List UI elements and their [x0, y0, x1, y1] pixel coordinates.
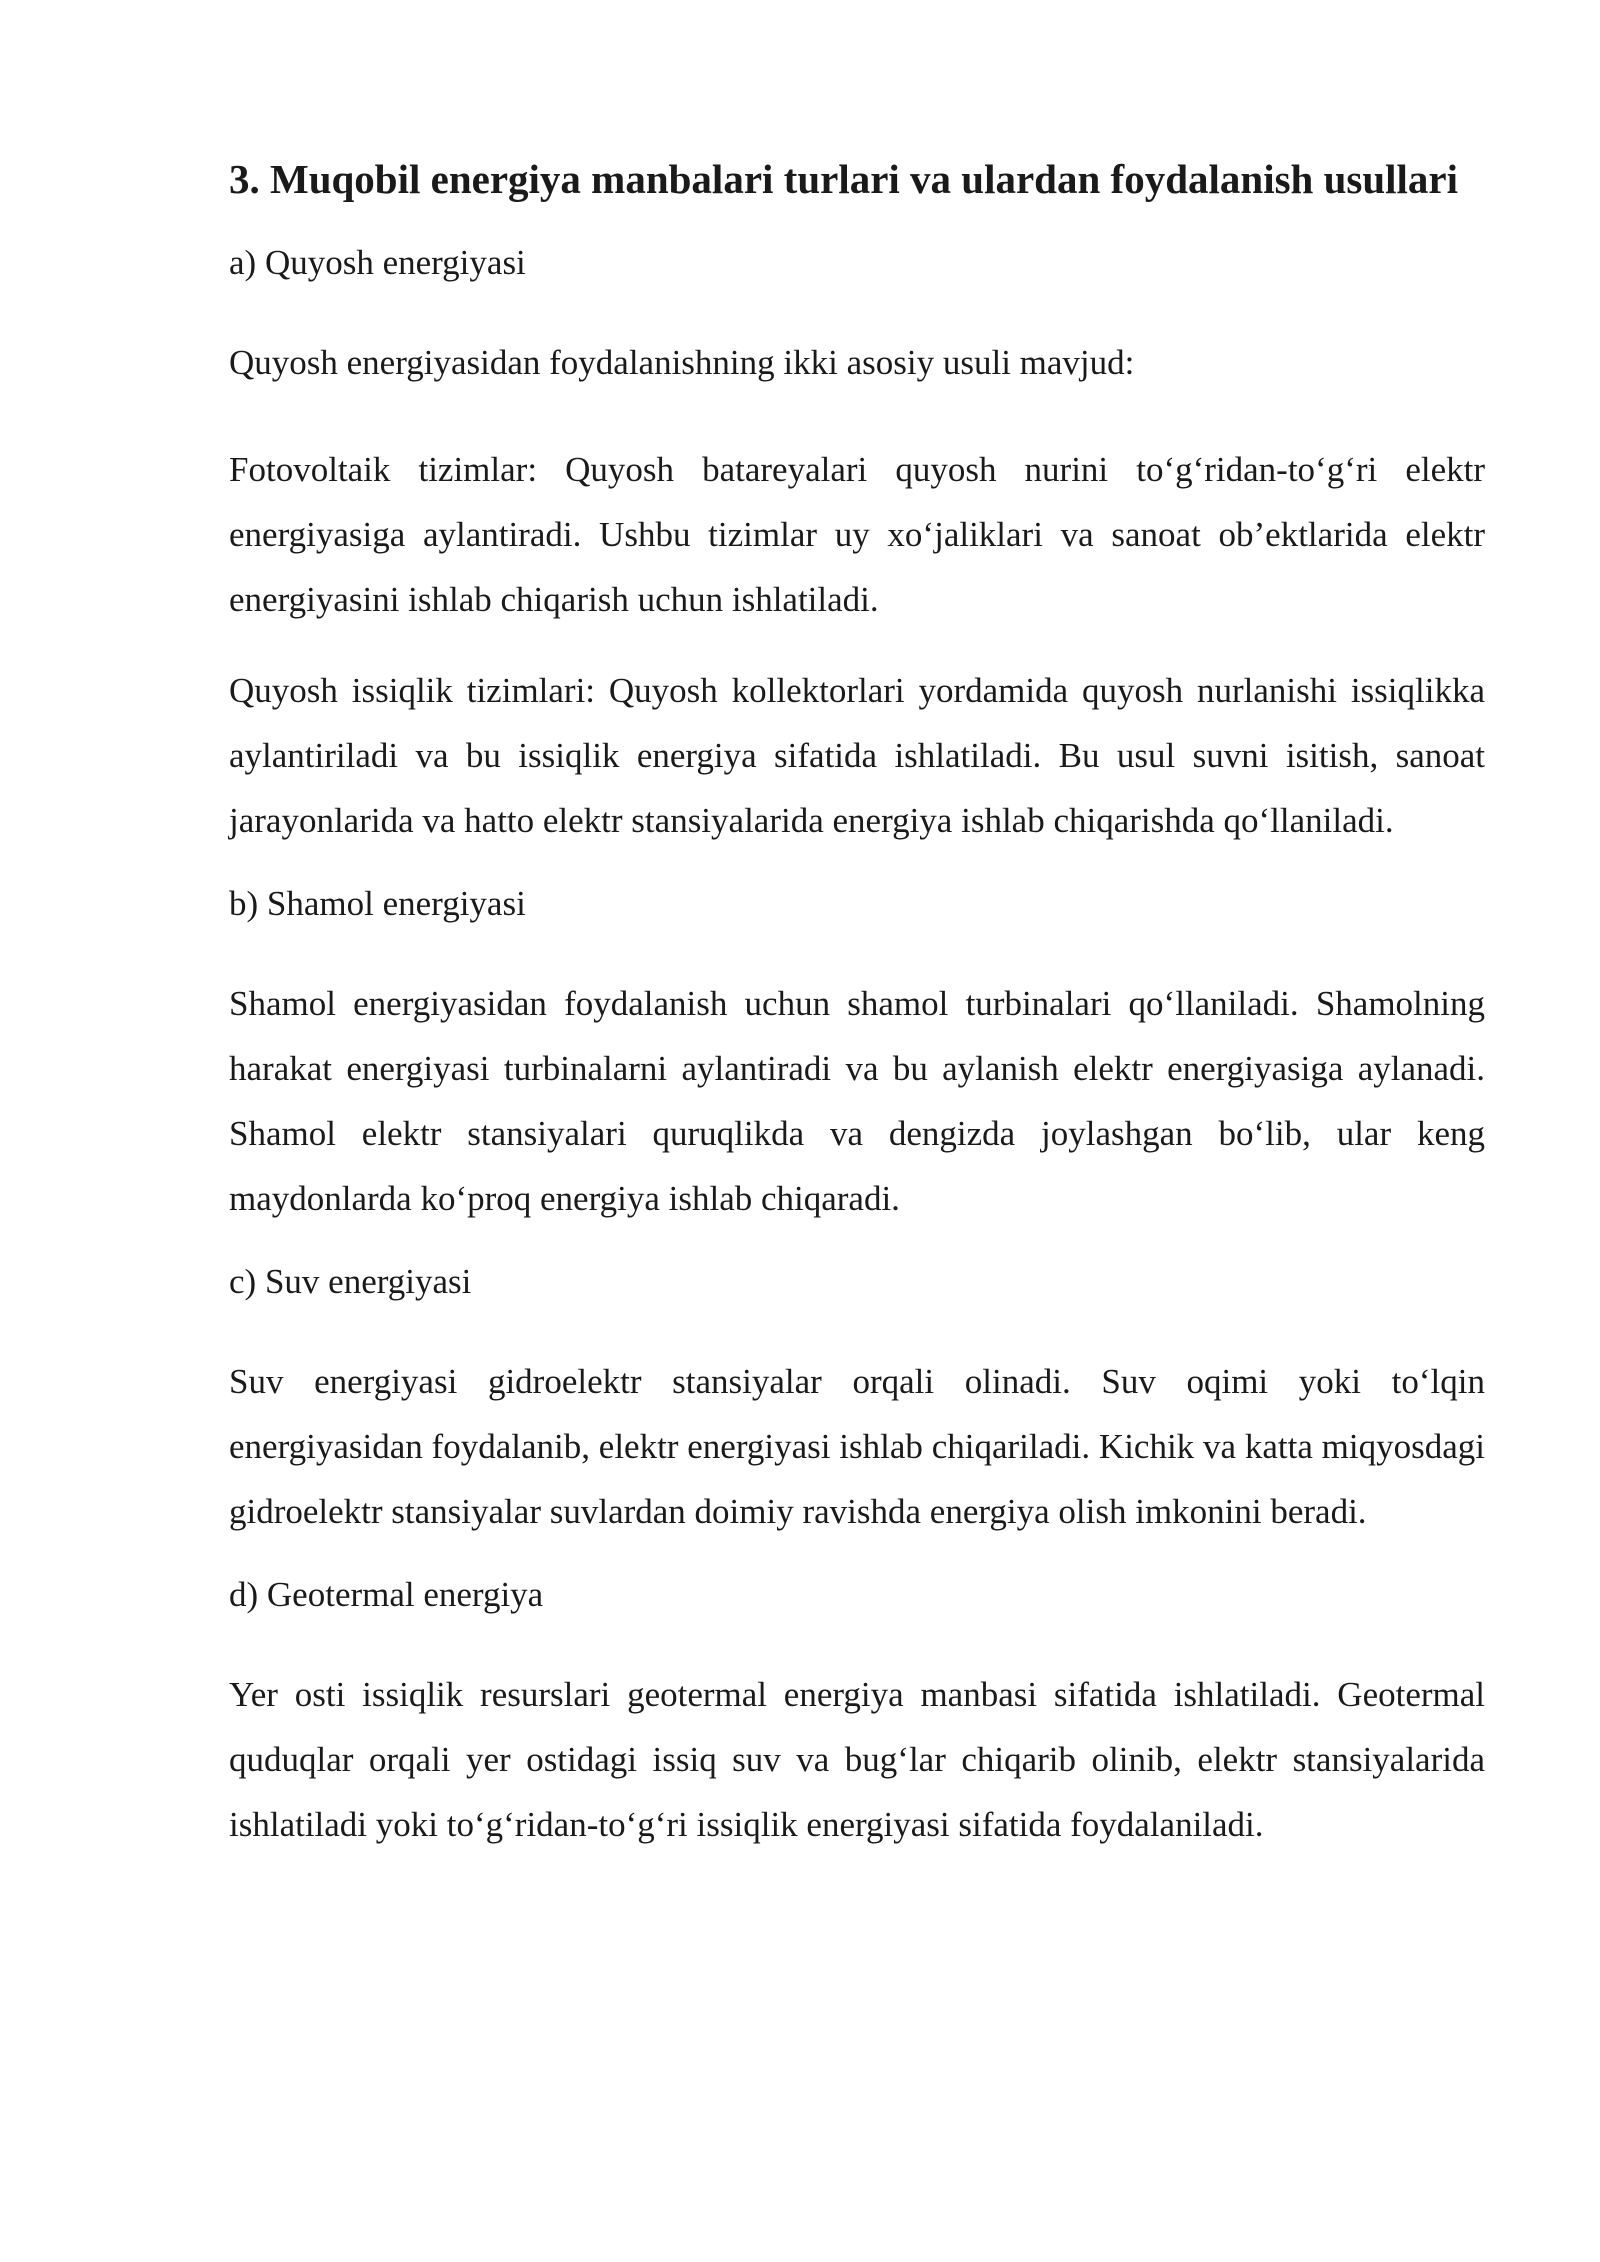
- solar-photovoltaic-paragraph: Fotovoltaik tizimlar: Quyosh batareyalari quyosh nurini to‘g‘ridan-to‘g‘ri elektr energiyasiga aylantiradi. Ushbu tizimlar uy xo‘jaliklari va sanoat ob’ektlarida elektr energiyasini ishlab chiqarish uchun ishlatiladi.: [229, 450, 1485, 619]
- subsection-title-wind: b) Shamol energiyasi: [229, 884, 526, 923]
- solar-thermal-paragraph: Quyosh issiqlik tizimlari: Quyosh kollektorlari yordamida quyosh nurlanishi issiqlikka aylantiriladi va bu issiqlik energiya sifatida ishlatiladi. Bu usul suvni isitish, sanoat jarayonlarida va hatto elektr stansiyalarida energiya ishlab chiqarishda qo‘llaniladi.: [229, 671, 1485, 840]
- geothermal-paragraph: Yer osti issiqlik resurslari geotermal energiya manbasi sifatida ishlatiladi. Geotermal quduqlar orqali yer ostidagi issiq suv va bug‘lar chiqarib olinib, elektr stansiyalarida ishlatiladi yoki to‘g‘ridan-to‘g‘ri issiqlik energiyasi sifatida foydalaniladi.: [229, 1675, 1485, 1844]
- subsection-title-solar: a) Quyosh energiyasi: [229, 243, 526, 282]
- subsection-title-geothermal: d) Geotermal energiya: [229, 1575, 544, 1614]
- water-paragraph: Suv energiyasi gidroelektr stansiyalar orqali olinadi. Suv oqimi yoki to‘lqin energiyasidan foydalanib, elektr energiyasi ishlab chiqariladi. Kichik va katta miqyosdagi gidroelektr stansiyalar suvlardan doimiy ravishda energiya olish imkonini beradi.: [229, 1362, 1485, 1531]
- wind-paragraph: Shamol energiyasidan foydalanish uchun shamol turbinalari qo‘llaniladi. Shamolning harakat energiyasi turbinalarni aylantiradi va bu aylanish elektr energiyasiga aylanadi. Shamol elektr stansiyalari quruqlikda va dengizda joylashgan bo‘lib, ular keng maydonlarda ko‘proq energiya ishlab chiqaradi.: [229, 984, 1485, 1218]
- section-heading: 3. Muqobil energiya manbalari turlari va ulardan foydalanish usullari: [229, 156, 1459, 202]
- solar-intro-paragraph: Quyosh energiyasidan foydalanishning ikki asosiy usuli mavjud:: [229, 343, 1135, 382]
- subsection-title-water: c) Suv energiyasi: [229, 1262, 472, 1301]
- document-page: [229, 142, 1485, 1883]
